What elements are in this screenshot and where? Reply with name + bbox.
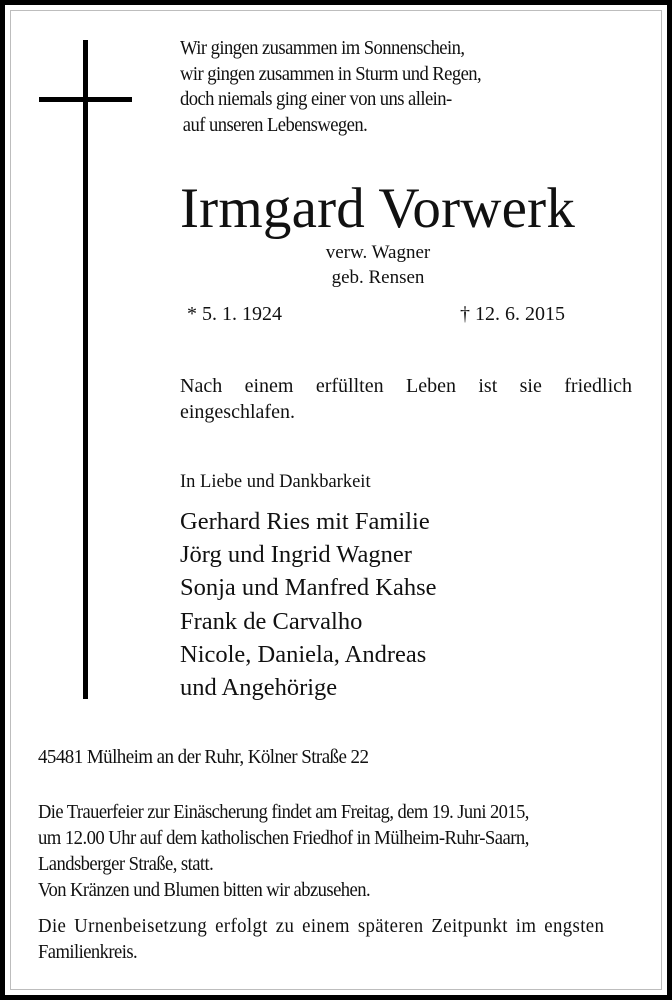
mourners-list [180, 505, 437, 704]
urn-line: Familienkreis. [38, 941, 138, 963]
funeral-notice [38, 799, 634, 877]
birth-name: geb. Rensen [331, 267, 425, 288]
mourner: Jörg und Ingrid Wagner [180, 541, 412, 569]
flowers-notice [38, 877, 634, 903]
poem [180, 36, 481, 138]
mourner: Gerhard Ries mit Familie [180, 508, 430, 535]
funeral-line: um 12.00 Uhr auf dem katholischen Friedhof in Mülheim-Ruhr-Saarn, [38, 827, 529, 849]
intro-text [180, 373, 632, 425]
urn-line: Die Urnenbeisetzung erfolgt zu einem späteren Zeitpunkt im engsten [38, 915, 605, 937]
intro-line: eingeschlafen. [180, 401, 295, 423]
cross-vertical-bar [83, 40, 88, 699]
intro-line: Nach einem erfüllten Leben ist sie friedlich [180, 375, 632, 397]
mourner: Sonja und Manfred Kahse [180, 574, 437, 602]
closing-phrase: In Liebe und Dankbarkeit [180, 472, 371, 492]
poem-line: doch niemals ging einer von uns allein- [180, 88, 452, 110]
birth-date: * 5. 1. 1924 [187, 303, 282, 325]
poem-line: auf unseren Lebenswegen. [182, 113, 368, 136]
death-date: † 12. 6. 2015 [460, 303, 565, 325]
address: 45481 Mülheim an der Ruhr, Kölner Straße 22 [38, 746, 369, 768]
funeral-line: Die Trauerfeier zur Einäscherung findet am Freitag, dem 19. Juni 2015, [38, 801, 529, 823]
mourner: und Angehörige [180, 674, 338, 702]
cross-horizontal-bar [39, 97, 132, 102]
widowed-name: verw. Wagner [325, 242, 431, 263]
poem-line: Wir gingen zusammen im Sonnenschein, [180, 37, 465, 59]
mourner: Frank de Carvalho [180, 607, 363, 635]
flowers-line: Von Kränzen und Blumen bitten wir abzusehen. [38, 879, 371, 901]
poem-line: wir gingen zusammen in Sturm und Regen, [180, 62, 482, 85]
deceased-name: Irmgard Vorwerk [180, 177, 576, 240]
mourner: Nicole, Daniela, Andreas [180, 640, 427, 668]
funeral-line: Landsberger Straße, statt. [38, 853, 214, 875]
urn-notice [38, 913, 634, 965]
